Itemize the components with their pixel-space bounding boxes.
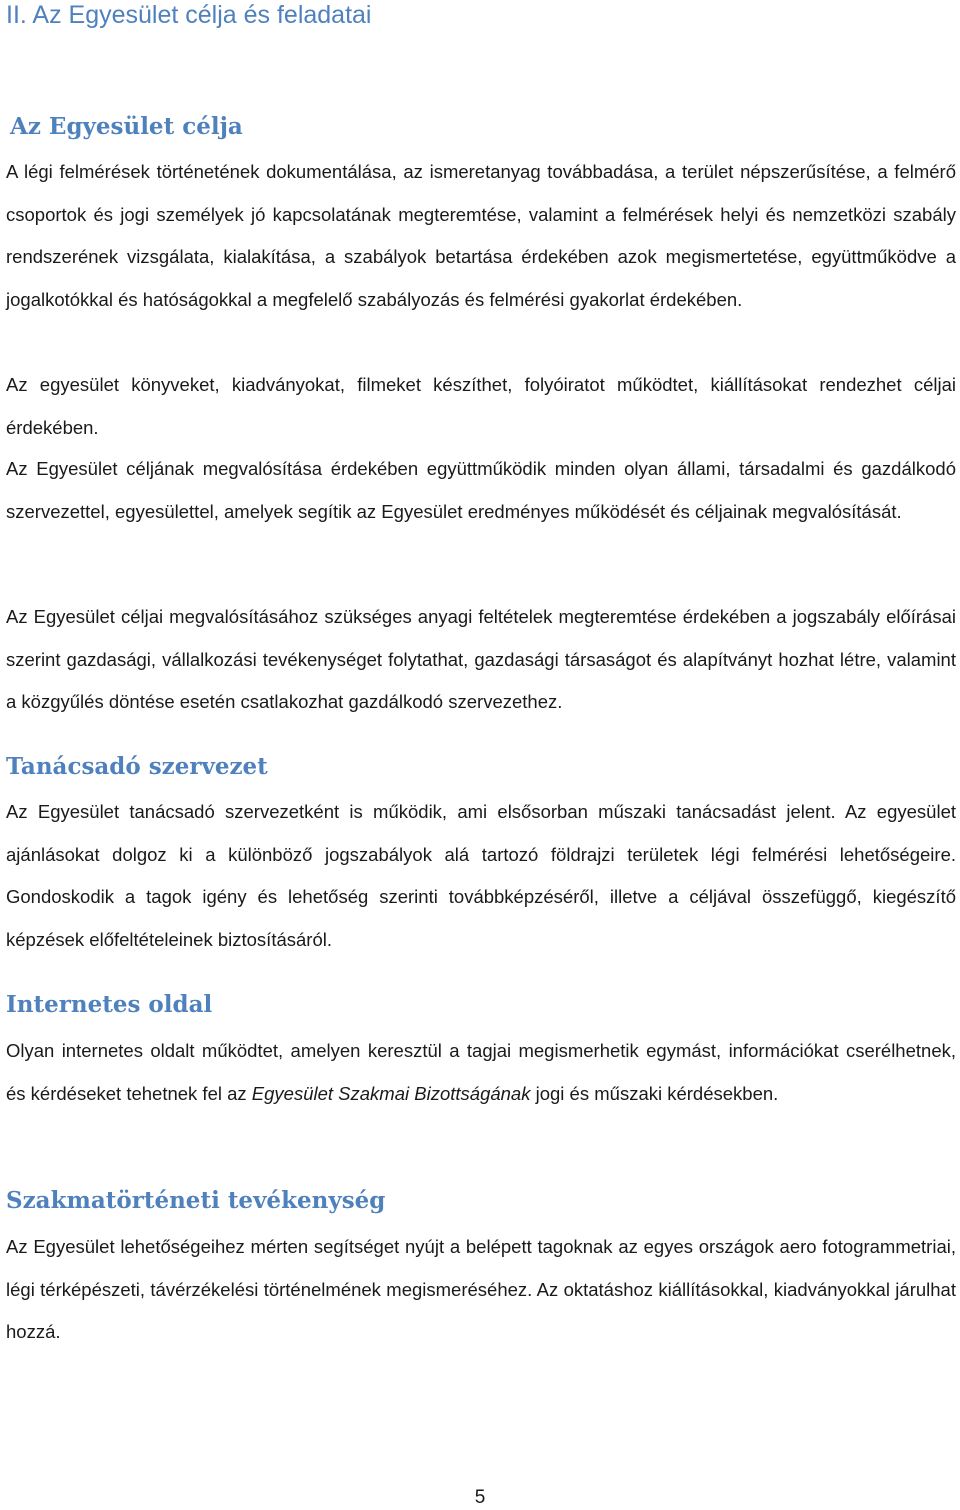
paragraph-szakmatorteneti-1: Az Egyesület lehetőségeihez mérten segítséget nyújt a belépett tagoknak az egyes országok aero fotogrammetriai, légi térképészeti, távérzékelési történelmének megismeréséhez. Az oktatáshoz kiállításokkal, kiadványokkal járulhat hozzá. <box>6 1236 956 1342</box>
paragraph-tanacsado-1: Az Egyesület tanácsadó szervezetként is működik, ami elsősorban műszaki tanácsadást jelent. Az egyesület ajánlásokat dolgoz ki a különböző jogszabályok alá tartozó földrajzi területek légi felmérési lehetőségeire. Gondoskodik a tagok igény és lehetőség szerinti továbbképzéséről, illetve a céljával összefüggő, kiegészítő képzések előfeltételeinek biztosításáról. <box>6 801 956 950</box>
paragraph-internet-text-1: Olyan internetes oldalt működtet, amelyen keresztül a tagjai megismerhetik egymást, információkat cserélhetnek, és kérdéseket tehetnek fel az <box>6 1040 956 1104</box>
paragraph-cel-4: Az Egyesület céljai megvalósításához szükséges anyagi feltételek megteremtése érdekében a jogszabály előírásai szerint gazdasági, vállalkozási tevékenységet folytathat, gazdasági társaságot és alapítványt hozhat létre, valamint a közgyűlés döntése esetén csatlakozhat gazdálkodó szervezethez. <box>6 606 956 712</box>
section-heading-tanacsado: Tanácsadó szervezet <box>6 753 268 780</box>
paragraph-internet-text-2: jogi és műszaki kérdésekben. <box>530 1082 779 1104</box>
paragraph-cel-2: Az egyesület könyveket, kiadványokat, filmeket készíthet, folyóiratot működtet, kiállításokat rendezhet céljai érdekében. <box>6 374 956 438</box>
section-heading-internet: Internetes oldal <box>6 991 213 1018</box>
section-heading-szakmatorteneti: Szakmatörténeti tevékenység <box>6 1187 386 1214</box>
chapter-title: II. Az Egyesület célja és feladatai <box>6 1 372 29</box>
page-number: 5 <box>474 1487 486 1508</box>
paragraph-cel-3: Az Egyesület céljának megvalósítása érdekében együttműködik minden olyan állami, társadalmi és gazdálkodó szervezettel, egyesülettel, amelyek segítik az Egyesület eredményes működését és céljainak megvalósítását. <box>6 458 956 522</box>
paragraph-cel-1: A légi felmérések történetének dokumentálása, az ismeretanyag továbbadása, a terület népszerűsítése, a felmérő csoportok és jogi személyek jó kapcsolatának megteremtése, valamint a felmérések helyi és nemzetközi szabály rendszerének vizsgálata, kialakítása, a szabályok betartása érdekében azok megismertetése, együttműködve a jogalkotókkal és hatóságokkal a megfelelő szabályozás és felmérési gyakorlat érdekében. <box>6 161 956 310</box>
paragraph-internet-1 <box>6 1030 956 1115</box>
section-heading-cel: Az Egyesület célja <box>10 113 243 140</box>
paragraph-internet-italic: Egyesület Szakmai Bizottságának <box>251 1082 531 1104</box>
